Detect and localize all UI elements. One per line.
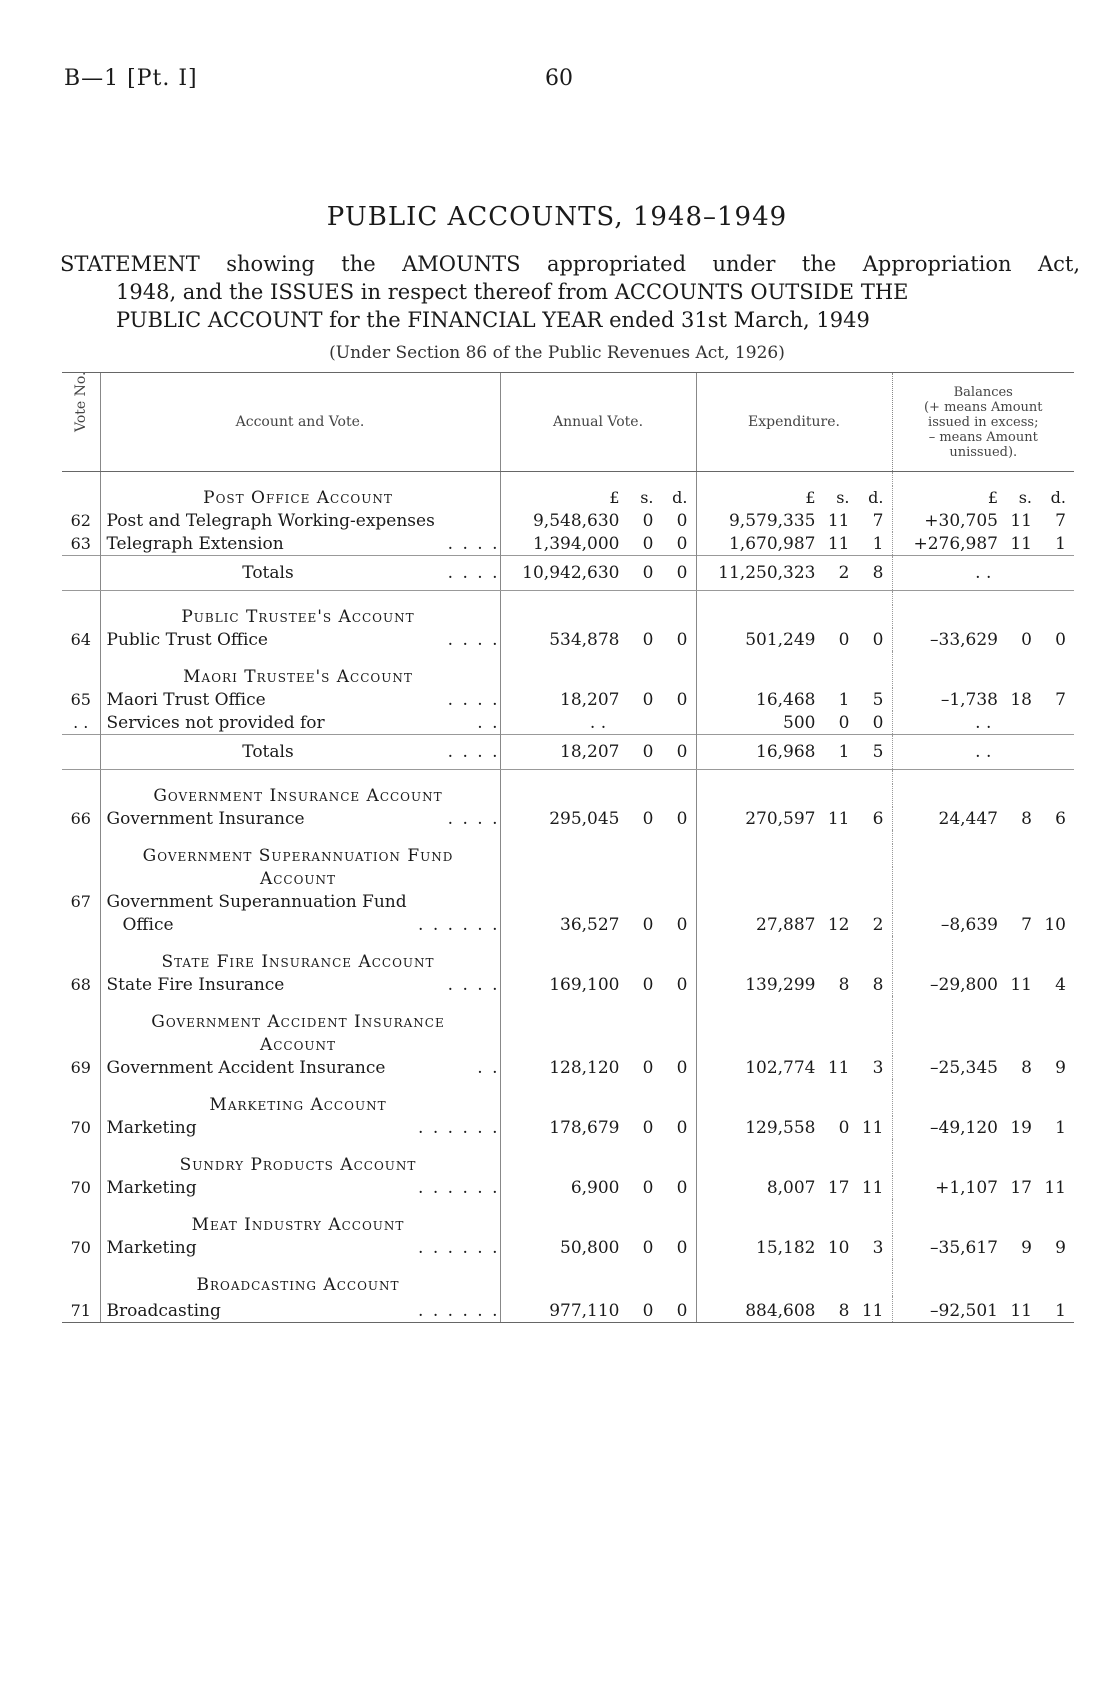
table-cell: 0 [642,534,654,554]
totals-row [62,735,1074,770]
table-row [62,688,1074,711]
table-cell: 501,249 [745,630,816,650]
section-heading-row [62,1153,1074,1176]
table-cell: Government Insurance Account [100,784,500,807]
table-cell: 11 [827,534,850,554]
table-row [62,711,1074,735]
table-cell: 0 [1021,630,1032,650]
table-cell: 0 [676,1238,688,1258]
table-cell: 0 [676,809,688,829]
table-cell: 295,045 [549,809,620,829]
table-cell: 50,800 [560,1238,620,1258]
table-cell: . . [892,711,1074,735]
table-cell: 0 [642,563,654,583]
table-cell: . . [477,1058,500,1078]
table-cell: 8 [838,975,850,995]
table-cell: 0 [838,630,850,650]
table-cell: 6,900 [570,1178,620,1198]
table-cell: 10,942,630 [522,563,620,583]
table-cell: 11 [861,1301,884,1321]
table-cell: Telegraph Extension [106,534,284,554]
table-cell: 1 [838,690,850,710]
table-cell: 5 [872,742,884,762]
totals-row [62,556,1074,591]
table-cell: 4 [1055,975,1066,995]
table-cell: 0 [676,1178,688,1198]
table-cell: 27,887 [756,915,816,935]
table-row [62,973,1074,996]
table-cell: 0 [676,915,688,935]
table-cell: 17 [827,1178,850,1198]
table-cell: 1,394,000 [532,534,620,554]
table-cell: 9 [1055,1238,1066,1258]
table-cell: 18,207 [560,690,620,710]
table-cell: 69 [70,1058,91,1077]
table-row [62,890,1074,913]
table-cell: Post and Telegraph Working-expenses [100,509,500,532]
table-cell: State Fire Insurance Account [100,950,500,973]
table-cell: s. [1018,488,1032,507]
table-cell: Government Accident Insurance [100,1010,500,1033]
table-cell: 0 [642,975,654,995]
table-cell: 270,597 [745,809,816,829]
table-cell: 9,579,335 [728,511,816,531]
page-title: PUBLIC ACCOUNTS, 1948–1949 [326,202,788,232]
table-cell: 128,120 [549,1058,620,1078]
table-cell: –33,629 [930,630,998,650]
table-cell: –1,738 [940,690,998,710]
table-cell: Office [122,915,174,935]
table-cell: 9 [1021,1238,1032,1258]
table-cell: 11 [1010,1301,1032,1321]
table-cell: 139,299 [745,975,816,995]
table-cell: 11 [827,511,850,531]
table-cell: Totals [242,563,294,583]
table-cell: 0 [676,975,688,995]
table-cell: . . . . . . [418,1118,500,1138]
table-cell: State Fire Insurance [106,975,285,995]
table-cell: +276,987 [913,534,998,554]
table-cell: . . . . . . [418,1178,500,1198]
table-cell: 5 [872,690,884,710]
table-cell: Government Superannuation Fund [100,890,500,913]
section-heading-row [62,784,1074,807]
table-cell: 6 [1055,809,1066,829]
table-cell: Maori Trust Office [106,690,266,710]
table-cell: 0 [676,511,688,531]
section-heading-row [62,1273,1074,1296]
table-cell: 0 [676,1118,688,1138]
table-row [62,532,1074,556]
balances-header: Balances (+ means Amount issued in excess; – means Amount unissued). [892,373,1074,472]
table-cell: 0 [642,690,654,710]
table-cell: 0 [642,1118,654,1138]
table-cell: 24,447 [938,809,998,829]
table-cell: Services not provided for [106,713,325,733]
table-cell: 884,608 [745,1301,816,1321]
table-cell: +1,107 [935,1178,998,1198]
table-cell: 70 [70,1238,91,1257]
table-cell: Public Trust Office [106,630,268,650]
section-heading: Post Office Account [100,486,500,509]
table-cell: 102,774 [745,1058,816,1078]
table-cell: . . . . [447,742,500,762]
table-cell: 70 [70,1118,91,1137]
table-cell: 67 [70,892,91,911]
table-cell: s. [836,488,850,507]
table-cell: 18,207 [560,742,620,762]
table-cell: 10 [827,1238,850,1258]
table-cell: 36,527 [560,915,620,935]
table-cell: Marketing Account [100,1093,500,1116]
table-cell: 10 [1044,915,1066,935]
table-cell: Account [100,1033,500,1056]
table-row [62,1056,1074,1079]
section-heading-row [62,844,1074,867]
table-cell: 71 [62,1296,100,1323]
table-row [62,509,1074,532]
table-cell: 977,110 [549,1301,620,1321]
table-cell: £ [987,488,998,507]
section-heading-row [62,486,1074,509]
table-cell: 8 [872,975,884,995]
annual-vote-header: Annual Vote. [500,373,696,472]
table-cell: 8,007 [766,1178,816,1198]
table-cell: 68 [70,975,91,994]
table-cell: . . . . [447,809,500,829]
table-cell: 1 [1055,534,1066,554]
table-cell: Sundry Products Account [100,1153,500,1176]
table-cell: 1,670,987 [728,534,816,554]
table-cell: 11 [1010,534,1032,554]
page-reference: B—1 [Pt. I] [64,66,198,91]
table-cell: Government Accident Insurance [106,1058,386,1078]
table-cell: 7 [872,511,884,531]
section-heading-row [62,605,1074,628]
table-cell: –35,617 [930,1238,998,1258]
table-cell: 0 [872,713,884,733]
table-cell: 12 [827,915,850,935]
table-cell: 11 [1010,975,1032,995]
table-cell: –8,639 [940,915,998,935]
table-cell: . . . . [447,534,500,554]
table-cell: –29,800 [930,975,998,995]
table-cell: 8 [872,563,884,583]
table-cell: . . [892,556,1074,591]
table-cell: . . . . [447,630,500,650]
table-cell: 9,548,630 [532,511,620,531]
table-cell: 63 [70,534,91,553]
table-row [62,628,1074,651]
table-cell: 0 [642,1178,654,1198]
table-cell: Marketing [106,1178,197,1198]
statement-line-1: STATEMENT showing the AMOUNTS appropriated under the Appropriation Act, [60,252,1080,276]
table-cell: Maori Trustee's Account [100,665,500,688]
table-cell: 534,878 [549,630,620,650]
table-cell: –92,501 [930,1301,998,1321]
table-cell: 8 [838,1301,850,1321]
statement-heading [60,250,1080,334]
section-heading-row [62,867,1074,890]
table-cell: 11 [861,1118,884,1138]
table-cell: . . . . [447,690,500,710]
table-cell: Meat Industry Account [100,1213,500,1236]
table-cell: 0 [642,742,654,762]
table-cell: 0 [676,742,688,762]
table-cell: 0 [642,630,654,650]
table-cell: 1 [838,742,850,762]
table-row [62,1176,1074,1199]
section-heading-row [62,950,1074,973]
table-cell: . . . . . . [418,915,500,935]
table-cell: 11 [1010,511,1032,531]
table-cell: 9 [1055,1058,1066,1078]
table-cell: –25,345 [930,1058,998,1078]
statement-line-2: 1948, and the ISSUES in respect thereof from ACCOUNTS OUTSIDE THE [116,280,909,304]
table-cell: 0 [676,563,688,583]
table-cell: 8 [1021,1058,1032,1078]
table-cell: 17 [1010,1178,1032,1198]
page-number: 60 [545,66,573,91]
table-cell: 0 [676,690,688,710]
table-cell: –49,120 [930,1118,998,1138]
table-cell: Totals [242,742,294,762]
vote-no-header: Vote No. [62,373,100,472]
table-cell: 3 [872,1058,884,1078]
table-cell: 7 [1055,690,1066,710]
table-cell: 11 [827,1058,850,1078]
table-cell: 2 [872,915,884,935]
table-cell: 169,100 [549,975,620,995]
table-cell: Account [100,867,500,890]
table-cell: 11 [1044,1178,1066,1198]
section-heading-row [62,665,1074,688]
table-cell: 7 [1055,511,1066,531]
table-cell: 16,968 [756,742,816,762]
table-cell: 1 [872,534,884,554]
table-cell: Marketing [106,1238,197,1258]
table-cell: 11 [861,1178,884,1198]
statement-line-3: PUBLIC ACCOUNT for the FINANCIAL YEAR ended 31st March, 1949 [116,308,870,332]
table-cell: 500 [783,713,816,733]
table-cell: 11 [827,809,850,829]
table-cell: 8 [1021,809,1032,829]
table-cell: 16,468 [756,690,816,710]
table-cell: d. [672,488,688,507]
table-cell: . . . . . . [418,1301,500,1321]
table-cell: 18 [1010,690,1032,710]
table-cell: 11,250,323 [718,563,816,583]
table-row [62,807,1074,830]
table-cell: 0 [642,511,654,531]
expenditure-header: Expenditure. [696,373,892,472]
table-cell: 64 [70,630,91,649]
table-cell: 0 [676,630,688,650]
section-heading-row [62,1033,1074,1056]
table-cell: 0 [676,1301,688,1321]
table-cell: £ [805,488,816,507]
table-cell: 0 [676,1058,688,1078]
table-cell: 1 [1055,1118,1066,1138]
table-cell: 0 [1055,630,1066,650]
table-cell: 19 [1010,1118,1032,1138]
table-cell: 2 [838,563,850,583]
table-cell: Broadcasting [106,1301,221,1321]
table-cell: 0 [642,915,654,935]
table-row [62,1296,1074,1323]
table-cell: 0 [838,1118,850,1138]
table-cell: 0 [642,1301,654,1321]
table-cell: . . [477,713,500,733]
table-cell: . . [892,735,1074,770]
table-cell: 0 [676,534,688,554]
table-cell: Government Superannuation Fund [100,844,500,867]
table-cell: 0 [642,1238,654,1258]
statute-reference: (Under Section 86 of the Public Revenues Act, 1926) [329,343,785,363]
table-cell: 62 [70,511,91,530]
table-cell: 6 [872,809,884,829]
table-cell: . . . . [447,563,500,583]
table-cell: Government Insurance [106,809,305,829]
table-cell: 0 [642,1058,654,1078]
table-cell: . . . . . . [418,1238,500,1258]
table-row [62,1116,1074,1139]
table-cell: 129,558 [745,1118,816,1138]
table-cell: 0 [872,630,884,650]
table-cell: 70 [70,1178,91,1197]
table-row [62,1236,1074,1259]
table-cell: 7 [1021,915,1032,935]
table-cell: d. [1050,488,1066,507]
table-cell: d. [868,488,884,507]
table-cell: 15,182 [756,1238,816,1258]
table-cell: +30,705 [924,511,998,531]
table-cell: 1 [1055,1301,1066,1321]
section-heading-row [62,1093,1074,1116]
table-cell: 178,679 [549,1118,620,1138]
table-row [62,913,1074,936]
table-cell: Public Trustee's Account [100,605,500,628]
accounts-table [62,372,1074,1323]
table-cell: 0 [642,809,654,829]
account-header: Account and Vote. [100,373,500,472]
table-cell: £ [609,488,620,507]
table-cell: 65 [70,690,91,709]
section-heading-row [62,1010,1074,1033]
table-cell: Broadcasting Account [100,1273,500,1296]
table-cell: . . [500,711,696,735]
table-cell: . . [73,713,89,732]
table-cell: 3 [872,1238,884,1258]
table-cell: 66 [70,809,91,828]
table-cell: . . . . [447,975,500,995]
table-cell: 0 [838,713,850,733]
section-heading-row [62,1213,1074,1236]
table-cell: Marketing [106,1118,197,1138]
table-header-row [62,373,1074,472]
table-cell: s. [640,488,654,507]
